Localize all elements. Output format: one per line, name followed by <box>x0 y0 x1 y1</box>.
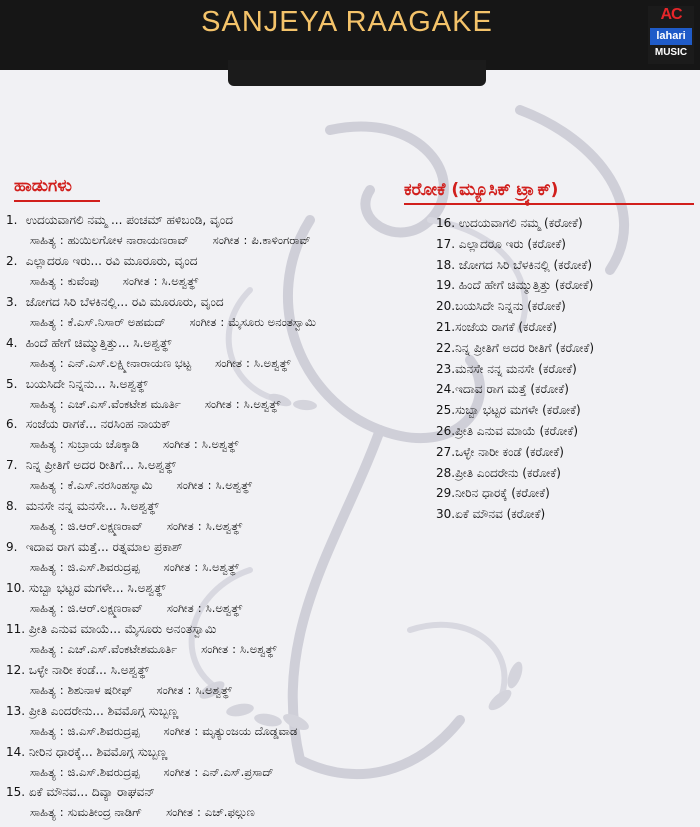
colon-separator: : <box>243 233 248 247</box>
music-label: ಸಂಗೀತ <box>215 355 242 370</box>
lyricist-name: ಸುಮತೀಂದ್ರ ನಾಡಿಗ್ <box>67 805 143 820</box>
song-item <box>6 701 466 742</box>
colon-separator: : <box>197 601 202 616</box>
colon-separator: : <box>59 478 64 493</box>
lyricist-name: ಜಿ.ಎಸ್.ಶಿವರುದ್ರಪ್ಪ <box>67 560 140 575</box>
lyrics-label: ಸಾಹಿತ್ಯ <box>30 560 56 575</box>
song-item <box>6 537 466 578</box>
song-number: 11. <box>6 621 26 636</box>
song-number: 9. <box>6 540 18 555</box>
colon-separator: : <box>232 641 236 656</box>
song-credits <box>6 598 466 618</box>
lyrics-label: ಸಾಹಿತ್ಯ <box>30 314 56 329</box>
songs-heading-underline <box>14 200 100 202</box>
composer-name: ಸಿ.ಅಶ್ವತ್ಥ್ <box>201 437 239 452</box>
song-number: 13. <box>6 703 26 718</box>
karaoke-item: 27.ಒಳ್ಳೇ ನಾರೀ ಕಂಡೆ (ಕರೋಕೆ) <box>436 444 564 459</box>
song-number: 1. <box>6 213 18 227</box>
composer-name: ಸಿ.ಅಶ್ವತ್ಥ್ <box>239 641 277 656</box>
lyricist-name: ಎಚ್.ಎಸ್.ವೆಂಕಟೇಶ ಮೂರ್ತಿ <box>67 396 181 411</box>
song-item <box>6 742 466 783</box>
composer-name: ಸಿ.ಅಶ್ವತ್ಥ್ <box>202 560 239 575</box>
song-title-line <box>6 374 466 394</box>
lyrics-label: ಸಾಹಿತ್ಯ <box>30 233 56 247</box>
song-title: ಏಕೆ ಮೌನವ... ದಿವ್ಯಾ ರಾಘವನ್ <box>28 785 155 800</box>
lyricist-name: ಕೆ.ಎಸ್.ನರಸಿಂಹಸ್ವಾಮಿ <box>67 478 153 493</box>
music-label: ಸಂಗೀತ <box>189 314 217 329</box>
song-title: ಪ್ರೀತಿ ಎಂದರೇನು... ಶಿವಮೊಗ್ಗ ಸುಬ್ಬಣ್ಣ <box>28 703 179 718</box>
colon-separator: : <box>59 355 64 370</box>
song-item <box>6 414 466 455</box>
song-title-line <box>6 210 466 230</box>
song-number: 5. <box>6 376 18 391</box>
song-credits <box>6 434 466 454</box>
song-title: ಹಿಂದೆ ಹೇಗೆ ಚಿಮ್ಮುತ್ತಿತ್ತು... ಸಿ.ಅಶ್ವತ್ಥ್ <box>25 335 172 350</box>
song-title-line <box>6 701 466 721</box>
karaoke-heading-underline <box>404 203 694 205</box>
karaoke-item: 22.ನಿನ್ನ ಪ್ರೀತಿಗೆ ಅದರ ರೀತಿಗೆ (ಕರೋಕೆ) <box>436 340 595 355</box>
song-number: 7. <box>6 458 18 473</box>
song-title-line <box>6 496 466 516</box>
song-title: ಮನಸೇ ನನ್ನ ಮನಸೇ... ಸಿ.ಅಶ್ವತ್ಥ್ <box>25 499 159 514</box>
song-item <box>6 292 466 333</box>
colon-separator: : <box>187 682 192 697</box>
song-title: ಉದಯವಾಗಲಿ ನಮ್ಮ ... ಪಂಚಮ್ ಹಳಿಬಂಡಿ, ವೃಂದ <box>25 213 233 227</box>
lyricist-name: ಎಚ್.ಎಸ್.ವೆಂಕಟೇಶಮೂರ್ತಿ <box>67 641 178 656</box>
music-label: ಸಂಗೀತ <box>212 233 240 247</box>
song-credits <box>6 762 466 782</box>
song-title: ಜೋಗದ ಸಿರಿ ಬೆಳಕಿನಲ್ಲಿ... ರವಿ ಮೂರೂರು, ವೃಂದ <box>25 294 224 309</box>
logo-music: MUSIC <box>654 47 688 58</box>
colon-separator: : <box>59 682 64 697</box>
song-number: 14. <box>6 744 26 759</box>
karaoke-item: 17. ಎಲ್ಲಾದರೂ ಇರು (ಕರೋಕೆ) <box>436 236 566 251</box>
composer-name: ಸಿ.ಅಶ್ವತ್ಥ್ <box>243 396 281 411</box>
colon-separator: : <box>153 273 158 288</box>
colon-separator: : <box>246 355 250 370</box>
song-credits <box>6 680 466 700</box>
song-item <box>6 619 466 660</box>
lyricist-name: ಕುವೆಂಪು <box>67 273 99 288</box>
lahari-logo <box>648 6 694 64</box>
song-credits <box>6 271 466 291</box>
karaoke-item: 30.ಏಕೆ ಮೌನವ (ಕರೋಕೆ) <box>436 507 546 522</box>
song-title-line <box>6 578 466 598</box>
colon-separator: : <box>194 560 199 575</box>
song-title: ಒಳ್ಳೇ ನಾರೀ ಕಂಡೆ... ಸಿ.ಅಶ್ವತ್ಥ್ <box>28 662 149 677</box>
music-label: ಸಂಗೀತ <box>166 805 193 820</box>
lyrics-label: ಸಾಹಿತ್ಯ <box>30 437 56 452</box>
colon-separator: : <box>59 641 64 656</box>
karaoke-list <box>436 213 696 525</box>
lyricist-name: ಜಿ.ಎಸ್.ಶಿವರುದ್ರಪ್ಪ <box>67 723 140 738</box>
song-title: ಸುಬ್ಬಾ ಭಟ್ಟರ ಮಗಳೇ... ಸಿ.ಅಶ್ವತ್ಥ್ <box>28 581 166 596</box>
karaoke-item: 29.ನೀರಿನ ಧಾರಕ್ಕೆ (ಕರೋಕೆ) <box>436 486 550 501</box>
colon-separator: : <box>235 396 240 411</box>
colon-separator: : <box>59 723 64 738</box>
song-title-line <box>6 537 466 557</box>
colon-separator: : <box>59 805 64 820</box>
composer-name: ಸಿ.ಅಶ್ವತ್ಥ್ <box>195 682 233 697</box>
composer-name: ಸಿ.ಅಶ್ವತ್ಥ್ <box>205 519 243 534</box>
lyricist-name: ಜಿ.ಆರ್.ಲಕ್ಷ್ಮಣರಾವ್ <box>67 601 143 616</box>
lyrics-label: ಸಾಹಿತ್ಯ <box>30 723 56 738</box>
song-credits <box>6 639 466 659</box>
lyricist-name: ಜಿ.ಆರ್.ಲಕ್ಷ್ಮಣರಾವ್ <box>67 519 143 534</box>
lyrics-label: ಸಾಹಿತ್ಯ <box>30 355 56 370</box>
song-credits <box>6 394 466 414</box>
music-label: ಸಂಗೀತ <box>176 478 204 493</box>
song-number: 6. <box>6 417 18 432</box>
lyrics-label: ಸಾಹಿತ್ಯ <box>30 396 56 411</box>
song-item <box>6 455 466 496</box>
lyricist-name: ಹುಯಿಲಗೋಳ ನಾರಾಯಣರಾವ್ <box>67 233 189 247</box>
colon-separator: : <box>59 601 64 616</box>
song-item <box>6 374 466 415</box>
song-credits <box>6 802 466 822</box>
composer-name: ಎನ್.ಎಸ್.ಪ್ರಸಾದ್ <box>202 764 274 779</box>
music-label: ಸಂಗೀತ <box>166 519 194 534</box>
song-credits <box>6 721 466 741</box>
song-number: 4. <box>6 335 18 350</box>
karaoke-item: 20.ಬಯಸಿದೇ ನಿನ್ನನು (ಕರೋಕೆ) <box>436 299 566 314</box>
song-title: ನೀರಿನ ಧಾರಕ್ಕೆ... ಶಿವಮೊಗ್ಗ ಸುಬ್ಬಣ್ಣ <box>28 744 168 759</box>
lyricist-name: ಜಿ.ಎಸ್.ಶಿವರುದ್ರಪ್ಪ <box>67 764 140 779</box>
lyricist-name: ಶಿಶುನಾಳ ಷರೀಫ್ <box>67 682 133 697</box>
lyrics-label: ಸಾಹಿತ್ಯ <box>30 764 56 779</box>
song-title: ಸಂಜೆಯ ರಾಗಕೆ... ನರಸಿಂಹ ನಾಯಕ್ <box>25 417 171 432</box>
karaoke-item: 24.ಇದಾವ ರಾಗ ಮತ್ತೆ (ಕರೋಕೆ) <box>436 382 569 397</box>
lyrics-label: ಸಾಹಿತ್ಯ <box>30 805 56 820</box>
logo-brand: lahari <box>650 28 692 45</box>
music-label: ಸಂಗೀತ <box>166 601 194 616</box>
music-label: ಸಂಗೀತ <box>163 437 190 452</box>
music-label: ಸಂಗೀತ <box>204 396 232 411</box>
lyrics-label: ಸಾಹಿತ್ಯ <box>30 519 56 534</box>
song-title: ಪ್ರೀತಿ ಎನುವ ಮಾಯೆ... ಮೈಸೂರು ಅನಂತಸ್ವಾಮಿ <box>28 621 217 636</box>
karaoke-item: 28.ಪ್ರೀತಿ ಎಂದರೇನು (ಕರೋಕೆ) <box>436 465 561 480</box>
music-label: ಸಂಗೀತ <box>163 764 191 779</box>
karaoke-item: 21.ಸಂಜೆಯ ರಾಗಕೆ (ಕರೋಕೆ) <box>436 319 557 334</box>
song-title-line <box>6 742 466 762</box>
song-title-line <box>6 292 466 312</box>
song-credits <box>6 557 466 577</box>
song-number: 15. <box>6 785 26 800</box>
logo-ac-mark: AC <box>660 6 682 23</box>
song-title: ಎಲ್ಲಾದರೂ ಇರು... ರವಿ ಮೂರೂರು, ವೃಂದ <box>25 253 198 268</box>
song-item <box>6 210 466 251</box>
colon-separator: : <box>220 314 225 329</box>
music-label: ಸಂಗೀತ <box>163 723 191 738</box>
colon-separator: : <box>196 805 201 820</box>
song-credits <box>6 353 466 373</box>
song-title-line <box>6 414 466 434</box>
song-item <box>6 660 466 701</box>
song-title: ಬಯಸಿದೇ ನಿನ್ನನು... ಸಿ.ಅಶ್ವತ್ಥ್ <box>25 376 148 391</box>
colon-separator: : <box>59 764 64 779</box>
colon-separator: : <box>197 519 202 534</box>
composer-name: ಮೃತ್ಯುಂಜಯ ದೊಡ್ಡವಾಡ <box>202 723 298 738</box>
song-number: 12. <box>6 662 26 677</box>
colon-separator: : <box>59 437 64 452</box>
music-label: ಸಂಗೀತ <box>163 560 191 575</box>
lyrics-label: ಸಾಹಿತ್ಯ <box>30 478 56 493</box>
colon-separator: : <box>59 519 64 534</box>
lyricist-name: ಸುಬ್ರಾಯ ಚೊಕ್ಕಾಡಿ <box>67 437 140 452</box>
colon-separator: : <box>59 273 64 288</box>
lyrics-label: ಸಾಹಿತ್ಯ <box>30 601 56 616</box>
music-label: ಸಂಗೀತ <box>156 682 184 697</box>
karaoke-item: 18. ಜೋಗದ ಸಿರಿ ಬೆಳಕಿನಲ್ಲಿ (ಕರೋಕೆ) <box>436 257 593 272</box>
lyrics-label: ಸಾಹಿತ್ಯ <box>30 641 56 656</box>
colon-separator: : <box>59 314 64 329</box>
song-title: ನಿನ್ನ ಪ್ರೀತಿಗೆ ಅದರ ರೀತಿಗೆ... ಸಿ.ಅಶ್ವತ್ಥ್ <box>25 458 176 473</box>
song-credits <box>6 312 466 332</box>
karaoke-item: 19. ಹಿಂದೆ ಹೇಗೆ ಚಿಮ್ಮುತ್ತಿತ್ತು (ಕರೋಕೆ) <box>436 278 594 293</box>
song-title: ಇದಾವ ರಾಗ ಮತ್ತೆ... ರತ್ನಮಾಲ ಪ್ರಕಾಶ್ <box>25 540 183 555</box>
song-item <box>6 333 466 374</box>
composer-name: ಸಿ.ಅಶ್ವತ್ಥ್ <box>161 273 199 288</box>
lyricist-name: ಎನ್.ಎಸ್.ಲಕ್ಷ್ಮೀನಾರಾಯಣ ಭಟ್ಟ <box>67 355 192 370</box>
composer-name: ಪಿ.ಕಾಳಿಂಗರಾವ್ <box>251 233 311 247</box>
song-item <box>6 496 466 537</box>
song-number: 10. <box>6 581 26 596</box>
album-title: SANJEYA RAAGAKE <box>201 6 493 38</box>
song-item <box>6 782 466 823</box>
song-title-line <box>6 619 466 639</box>
music-label: ಸಂಗೀತ <box>122 273 150 288</box>
karaoke-item: 26.ಪ್ರೀತಿ ಎನುವ ಮಾಯೆ (ಕರೋಕೆ) <box>436 423 579 438</box>
colon-separator: : <box>59 396 64 411</box>
colon-separator: : <box>194 764 199 779</box>
song-number: 3. <box>6 294 18 309</box>
colon-separator: : <box>59 233 64 247</box>
lyrics-label: ಸಾಹಿತ್ಯ <box>30 273 56 288</box>
karaoke-item: 16. ಉದಯವಾಗಲಿ ನಮ್ಮ (ಕರೋಕೆ) <box>436 216 583 230</box>
songs-heading: ಹಾಡುಗಳು <box>14 176 72 196</box>
song-credits <box>6 516 466 536</box>
song-credits <box>6 475 466 495</box>
song-title-line <box>6 333 466 353</box>
composer-name: ಎಚ್.ಫಲ್ಗುಣ <box>204 805 255 820</box>
song-title-line <box>6 660 466 680</box>
song-list <box>6 210 466 823</box>
colon-separator: : <box>194 723 199 738</box>
composer-name: ಮೈಸೂರು ಅನಂತಸ್ವಾಮಿ <box>228 314 317 329</box>
composer-name: ಸಿ.ಅಶ್ವತ್ಥ್ <box>215 478 253 493</box>
song-credits <box>6 230 466 250</box>
lyrics-label: ಸಾಹಿತ್ಯ <box>30 682 56 697</box>
song-number: 2. <box>6 253 18 268</box>
colon-separator: : <box>207 478 212 493</box>
song-title-line <box>6 251 466 271</box>
colon-separator: : <box>193 437 198 452</box>
song-title-line <box>6 455 466 475</box>
song-item <box>6 578 466 619</box>
song-title-line <box>6 782 466 802</box>
colon-separator: : <box>59 560 64 575</box>
composer-name: ಸಿ.ಅಶ್ವತ್ಥ್ <box>253 355 291 370</box>
composer-name: ಸಿ.ಅಶ್ವತ್ಥ್ <box>205 601 243 616</box>
lyricist-name: ಕೆ.ಎಸ್.ನಿಸಾರ್ ಅಹಮದ್ <box>67 314 166 329</box>
karaoke-item: 23.ಮನಸೇ ನನ್ನ ಮನಸೇ (ಕರೋಕೆ) <box>436 361 577 376</box>
music-label: ಸಂಗೀತ <box>201 641 229 656</box>
song-item <box>6 251 466 292</box>
song-number: 8. <box>6 499 18 514</box>
karaoke-heading: ಕರೋಕೆ (ಮ್ಯೂಸಿಕ್ ಟ್ರ್ಯಾಕ್) <box>404 180 559 200</box>
karaoke-item: 25.ಸುಬ್ಬಾ ಭಟ್ಟರ ಮಗಳೇ (ಕರೋಕೆ) <box>436 403 581 418</box>
